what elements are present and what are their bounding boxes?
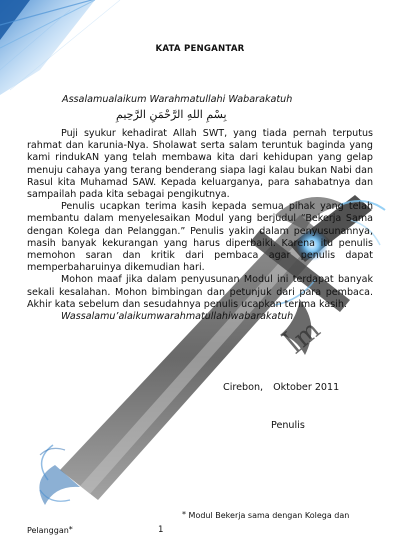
date: Oktober 2011 <box>273 382 340 393</box>
paragraph: Mohon maaf jika dalam penyusunan Modul ini terdapat banyak sekali kesalahan. Mohon bimbingan dan petunjuk dari para pembaca. Akhir kata sebelum dan sesudahnya penulis ucapkan terima kasih. <box>27 274 373 310</box>
place: Cirebon, <box>223 382 264 393</box>
page-number: 1 <box>158 525 164 535</box>
footer-module-title-continued <box>27 525 73 535</box>
svg-text:ꟾm: ꟾm <box>280 314 327 361</box>
footer-star: * <box>68 525 73 534</box>
closing-greeting: Wassalamu’alaikumwarahmatullahiwabarakatuh <box>61 311 294 323</box>
greeting: Assalamualaikum Warahmatullahi Wabarakatuh <box>62 94 293 105</box>
page-title: KATA PENGANTAR <box>155 44 245 54</box>
paragraph: Puji syukur kehadirat Allah SWT, yang tiada pernah terputus rahmat dan karunia-Nya. Sholawat serta salam teruntuk baginda yang kami rindukAN yang telah membawa kita dari kehidupan yang gelap menuju cahaya yang terang benderang siapa lagi kalau bukan Nabi dan Rasul kita Muhamad SAW. Kepada keluarganya, para sahabatnya dan sampailah pada kita sebagai pengikutnya. <box>27 128 373 201</box>
basmalah: بِسْمِ اللهِ الرَّحْمَنِ الرَّحِيمِ <box>116 108 227 121</box>
footer-title-part2: Pelanggan <box>27 526 69 535</box>
signature: Penulis <box>271 420 305 431</box>
footer-module-title <box>182 510 349 520</box>
paragraph: Penulis ucapkan terima kasih kepada semua pihak yang telah membantu dalam menyelesaikan Modul yang berjudul “Bekerja Sama dengan Kolega dan Pelanggan.” Penulis yakin dalam penyusunannya, masih banyak kekurangan yang harus diperbaiki. Karena itu penulis memohon saran dan kritik dari pembaca agar penulis dapat memperbaharuinya dikemudian hari. <box>27 201 373 274</box>
footer-title-part1: Modul Bekerja sama dengan Kolega dan <box>188 511 350 520</box>
body-text <box>27 128 373 323</box>
place-date <box>223 382 349 393</box>
footer-star: * <box>182 510 186 519</box>
